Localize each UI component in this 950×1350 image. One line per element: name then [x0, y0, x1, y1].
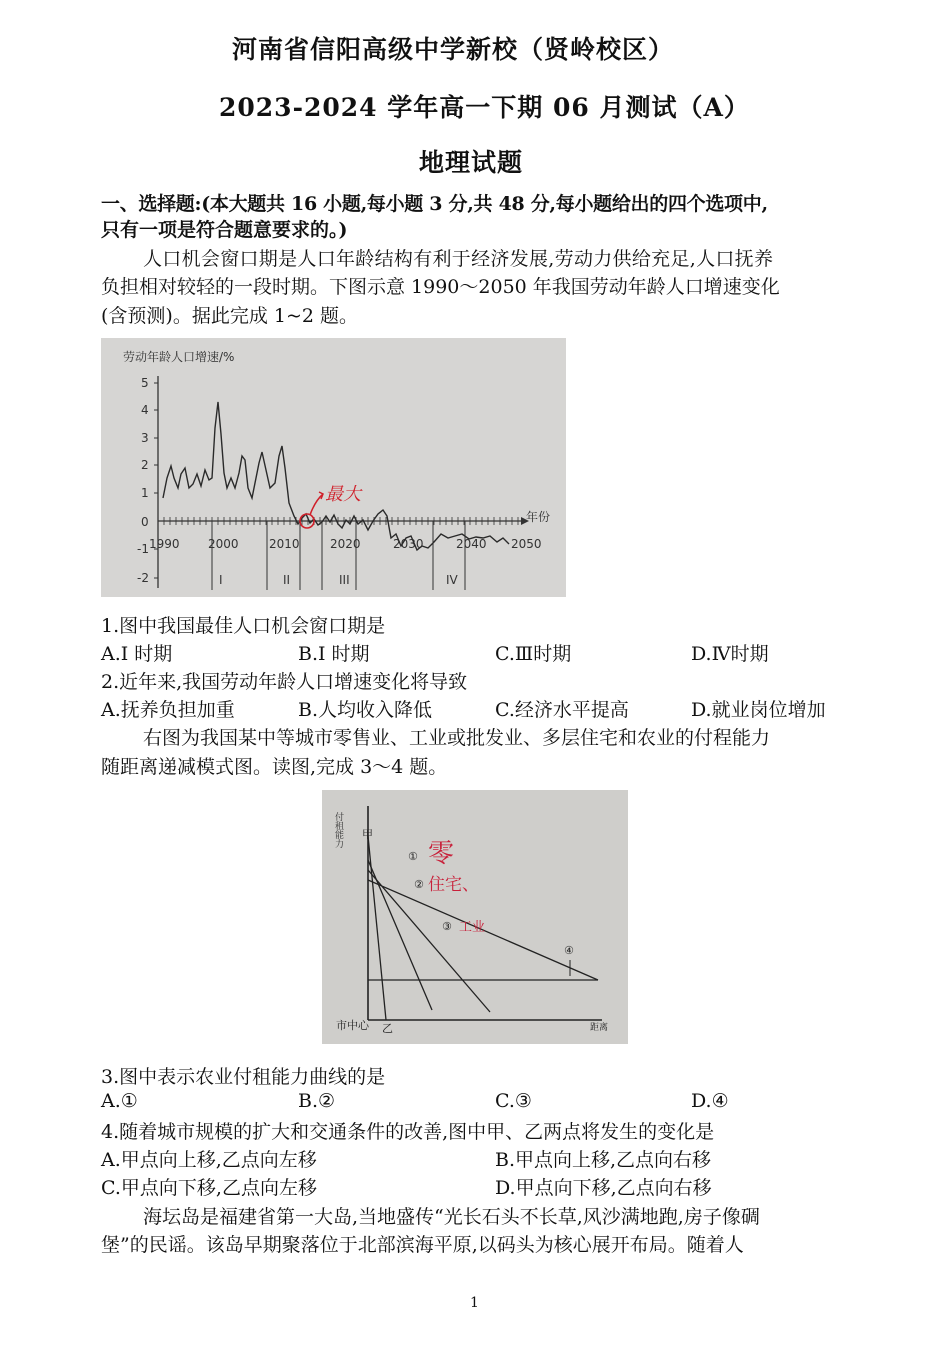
q3-option-a[interactable]: A.① [101, 1090, 138, 1112]
ytick: -1 [137, 542, 149, 556]
bid-rent-chart [322, 790, 628, 1044]
figure1-xlabel: 年份 [526, 510, 551, 524]
xtick: 2010 [269, 537, 300, 551]
xtick: 2050 [511, 537, 542, 551]
q1-option-c[interactable]: C.Ⅲ时期 [495, 643, 572, 665]
q3-option-c[interactable]: C.③ [495, 1090, 532, 1112]
section-heading-line2: 只有一项是符合题意要求的。) [101, 219, 348, 241]
origin-label: 市中心 [336, 1019, 369, 1032]
curve-label: ④ [564, 944, 574, 957]
q1-stem: 1.图中我国最佳人口机会窗口期是 [101, 615, 386, 637]
distance-label: 距离 [590, 1023, 609, 1033]
school-title: 河南省信阳高级中学新校（贤岭校区） [232, 35, 675, 64]
q2-option-b[interactable]: B.人均收入降低 [298, 699, 433, 721]
period-label: III [339, 573, 350, 587]
xtick: 2020 [330, 537, 361, 551]
q4-stem: 4.随着城市规模的扩大和交通条件的改善,图中甲、乙两点将发生的变化是 [101, 1121, 715, 1143]
handwritten-note-2: 住宅、 [428, 875, 479, 895]
ytick: -2 [137, 571, 149, 585]
curve-label: ① [408, 850, 418, 863]
passage2-line2: 随距离递减模式图。读图,完成 3～4 题。 [101, 756, 448, 778]
xtick: 2030 [393, 537, 424, 551]
ytick: 0 [141, 515, 149, 529]
q2-option-c[interactable]: C.经济水平提高 [495, 699, 629, 721]
period-label: IV [446, 573, 458, 587]
passage1-line3: (含预测)。据此完成 1~2 题。 [101, 305, 359, 327]
ytick: 2 [141, 458, 149, 472]
q3-stem: 3.图中表示农业付租能力曲线的是 [101, 1066, 386, 1088]
q4-option-c[interactable]: C.甲点向下移,乙点向左移 [101, 1177, 317, 1199]
passage1-line1: 人口机会窗口期是人口年龄结构有利于经济发展,劳动力供给充足,人口抚养 [143, 248, 774, 270]
exam-title: 2023-2024 学年高一下期 06 月测试（A） [219, 93, 750, 122]
figure1-ylabel: 劳动年龄人口增速/% [123, 350, 235, 364]
period-label: II [283, 573, 291, 587]
passage3-line1: 海坛岛是福建省第一大岛,当地盛传“光长石头不长草,风沙满地跑,房子像碉 [143, 1206, 760, 1228]
ytick: 4 [141, 403, 149, 417]
q2-option-a[interactable]: A.抚养负担加重 [101, 699, 235, 721]
annotation-note: 最大 [325, 484, 361, 505]
q1-option-d[interactable]: D.Ⅳ时期 [691, 643, 769, 665]
point-yi: 乙 [382, 1022, 393, 1035]
period-label: I [219, 573, 223, 587]
passage1-line2: 负担相对较轻的一段时期。下图示意 1990～2050 年我国劳动年龄人口增速变化 [101, 276, 780, 298]
q1-option-a[interactable]: A.I 时期 [101, 643, 173, 665]
figure-population-growth [101, 338, 566, 597]
xtick: 2000 [208, 537, 239, 551]
passage2-line1: 右图为我国某中等城市零售业、工业或批发业、多层住宅和农业的付程能力 [143, 727, 771, 749]
ytick: 5 [141, 376, 149, 390]
q4-option-a[interactable]: A.甲点向上移,乙点向左移 [101, 1149, 317, 1171]
q3-option-b[interactable]: B.② [298, 1090, 336, 1112]
q2-option-d[interactable]: D.就业岗位增加 [691, 699, 826, 721]
q1-option-b[interactable]: B.I 时期 [298, 643, 370, 665]
handwritten-note-1: 零 [428, 839, 455, 869]
curve-label: ③ [442, 920, 452, 933]
passage3-line2: 堡”的民谣。该岛早期聚落位于北部滨海平原,以码头为核心展开布局。随着人 [101, 1234, 744, 1256]
subject-title: 地理试题 [419, 148, 524, 177]
q2-stem: 2.近年来,我国劳动年龄人口增速变化将导致 [101, 671, 468, 693]
curve-label: ② [414, 878, 424, 891]
xtick: 1990 [149, 537, 180, 551]
page-number: 1 [470, 1295, 479, 1311]
point-jia: 甲 [362, 828, 373, 841]
ytick: 1 [141, 486, 149, 500]
q3-option-d[interactable]: D.④ [691, 1090, 729, 1112]
handwritten-note-3: 工业 [459, 920, 486, 935]
q4-option-b[interactable]: B.甲点向上移,乙点向右移 [495, 1149, 712, 1171]
q4-option-d[interactable]: D.甲点向下移,乙点向右移 [495, 1177, 712, 1199]
ytick: 3 [141, 431, 149, 445]
figure-bid-rent [322, 790, 628, 1044]
population-growth-chart [101, 338, 566, 597]
figure2-ylabel: 付租能力 [333, 812, 343, 848]
section-heading-line1: 一、选择题:(本大题共 16 小题,每小题 3 分,共 48 分,每小题给出的四个选项中, [101, 193, 768, 215]
xtick: 2040 [456, 537, 487, 551]
